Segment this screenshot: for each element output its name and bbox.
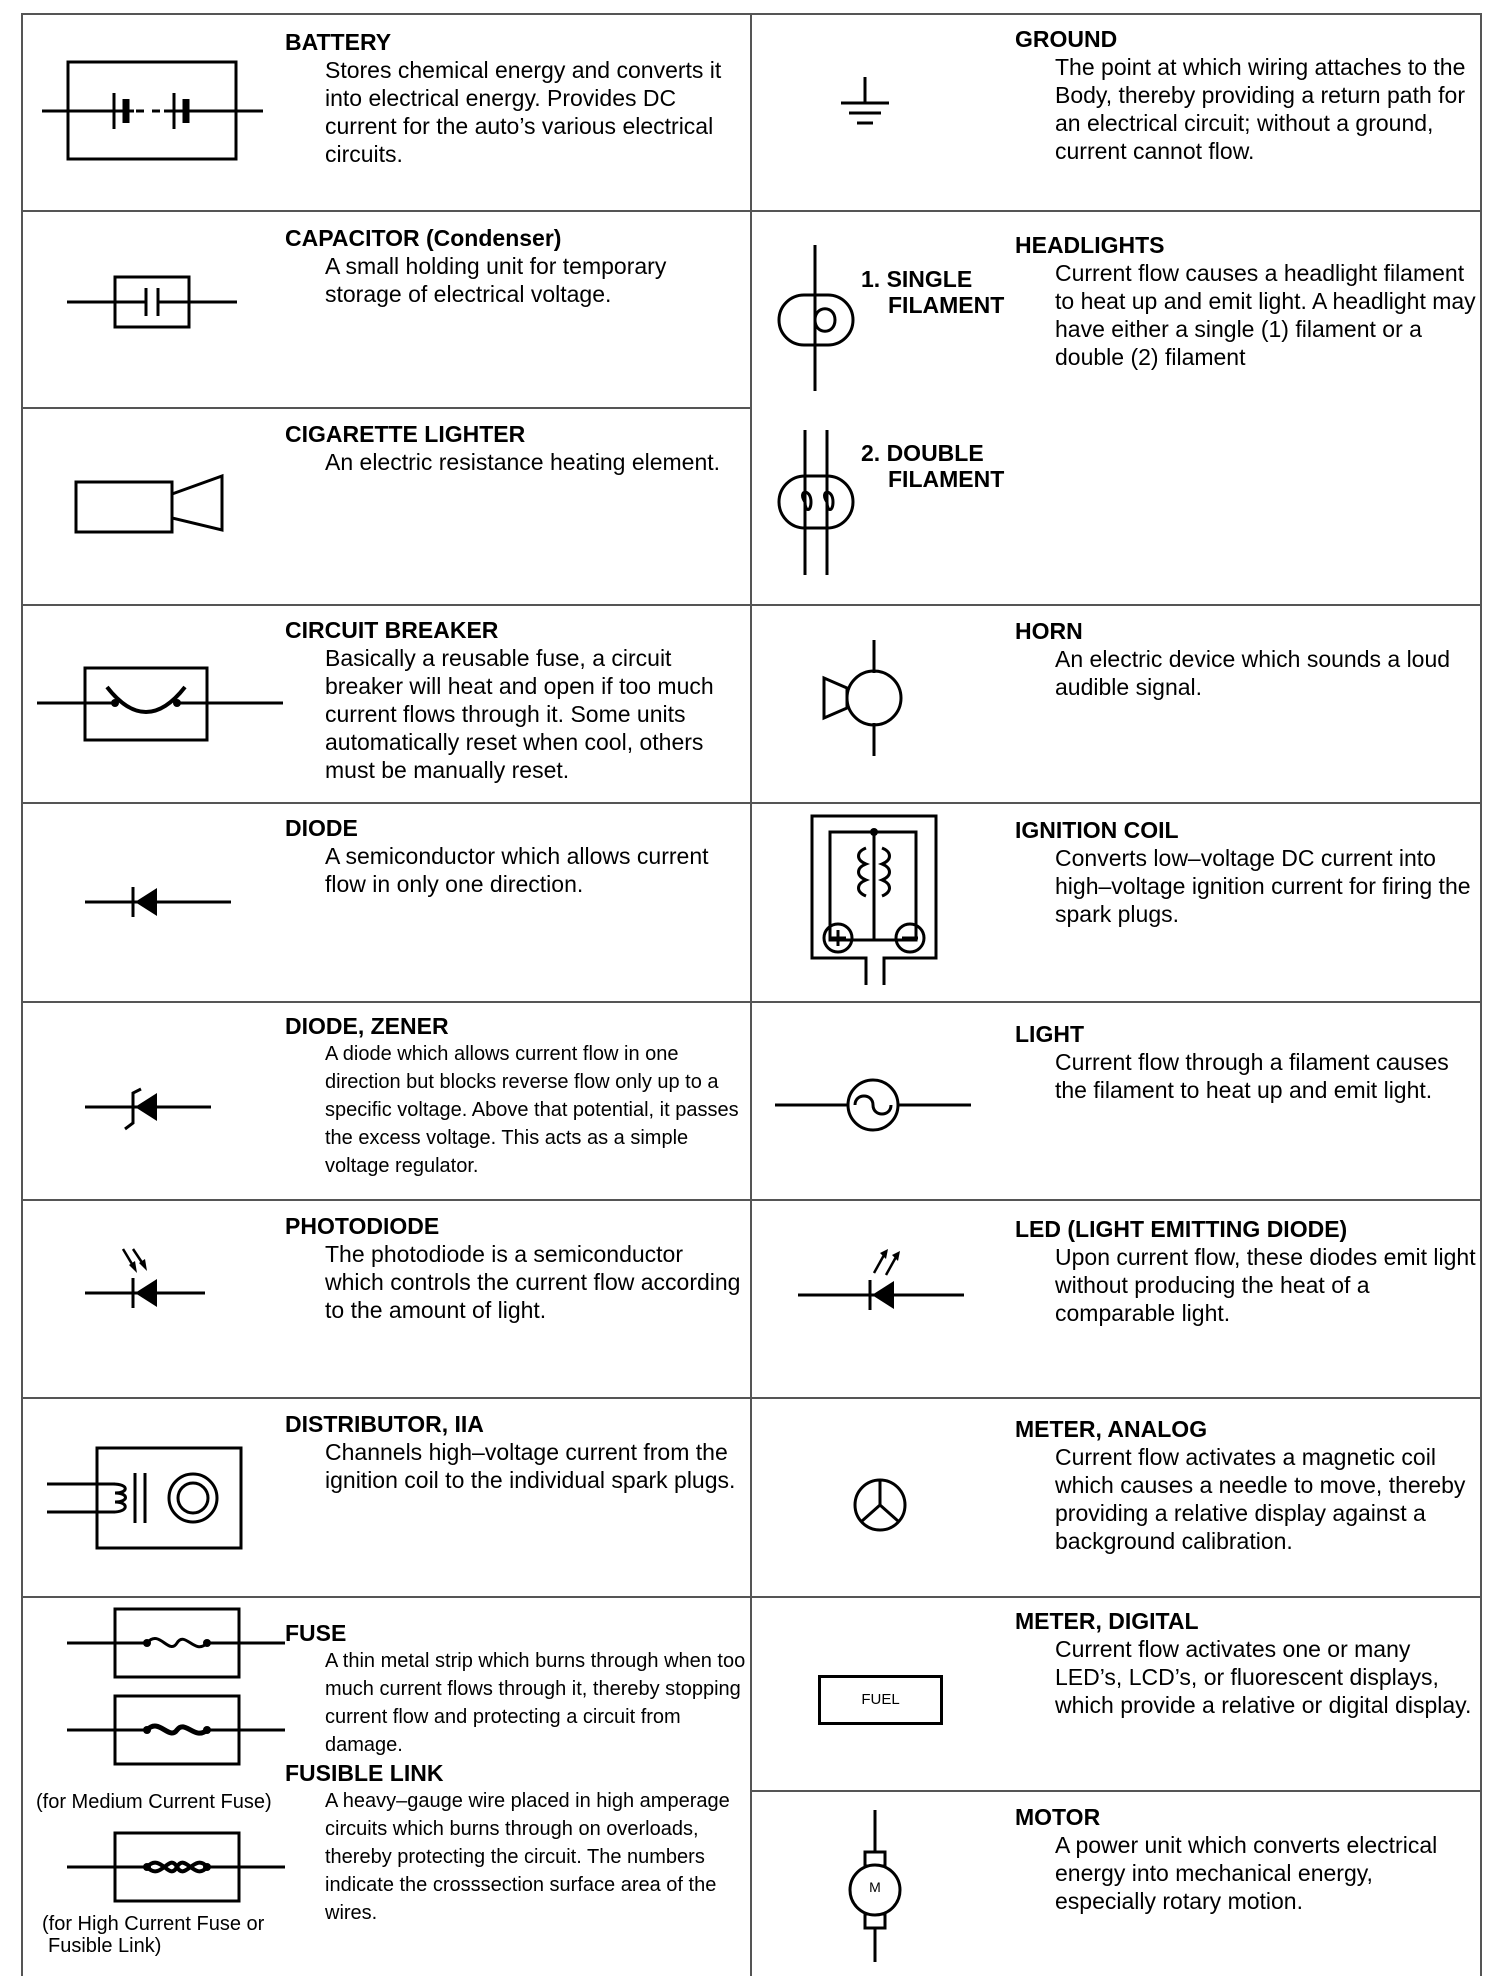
entry-title: CAPACITOR (Condenser) <box>285 225 562 251</box>
digital-meter-symbol-icon: FUEL <box>818 1675 943 1725</box>
row-divider <box>21 1199 751 1201</box>
entry-description: Current flow through a filament causes the filament to heat up and emit light. <box>1055 1049 1449 1103</box>
entry-description: An electric device which sounds a loud audible signal. <box>1055 646 1451 700</box>
led-symbol-icon <box>798 1245 968 1325</box>
row-divider <box>751 1199 1482 1201</box>
zener-diode-symbol-icon <box>85 1085 215 1135</box>
entry-title: FUSE <box>285 1620 347 1646</box>
zener-diode-entry <box>285 1012 747 1180</box>
entry-title: METER, ANALOG <box>1015 1416 1208 1442</box>
circuit-breaker-symbol-icon <box>35 665 285 745</box>
single-filament-label-line2: FILAMENT <box>888 292 1005 318</box>
distributor-symbol-icon <box>45 1445 245 1555</box>
analog-meter-entry <box>1015 1415 1477 1555</box>
entry-description: A thin metal strip which burns through when too much current flows through it, thereby stopping current flow and protecting a circuit from damage. <box>325 1650 746 1756</box>
photodiode-entry <box>285 1212 745 1324</box>
double-filament-label-line2: FILAMENT <box>888 466 1005 492</box>
row-divider <box>21 407 751 409</box>
entry-description: Stores chemical energy and converts it into electrical energy. Provides DC current for the auto’s various electrical circuits. <box>325 57 722 167</box>
entry-title: DISTRIBUTOR, IIA <box>285 1411 484 1437</box>
entry-title: HEADLIGHTS <box>1015 232 1165 258</box>
entry-description: A heavy–gauge wire placed in high amperage circuits which burns through on overloads, thereby protecting the circuit. The numbers indicate the crosssection surface area of the wires. <box>325 1790 730 1924</box>
led-entry <box>1015 1215 1477 1327</box>
row-divider <box>21 210 751 212</box>
light-symbol-icon <box>775 1075 975 1135</box>
digital-meter-entry <box>1015 1607 1477 1719</box>
photodiode-symbol-icon <box>85 1245 215 1325</box>
entry-title: DIODE <box>285 815 358 841</box>
entry-title: CIGARETTE LIGHTER <box>285 421 526 447</box>
ground-entry <box>1015 25 1477 165</box>
entry-title: IGNITION COIL <box>1015 817 1179 843</box>
ignition-coil-symbol-icon <box>808 810 943 990</box>
fuse-entry <box>285 1619 747 1759</box>
medium-fuse-caption: (for Medium Current Fuse) <box>36 1791 272 1813</box>
row-divider <box>21 604 751 606</box>
entry-description: Current flow causes a headlight filament to heat up and emit light. A headlight may have either a single (1) filament or a double (2) filament <box>1055 260 1476 370</box>
row-divider <box>751 210 1482 212</box>
row-divider <box>751 604 1482 606</box>
entry-description: Basically a reusable fuse, a circuit breaker will heat and open if too much current flows through it. Some units automatically reset when cool, others must be manually reset. <box>325 645 714 783</box>
row-divider <box>751 802 1482 804</box>
row-divider <box>751 1596 1482 1598</box>
entry-description: A small holding unit for temporary storage of electrical voltage. <box>325 253 667 307</box>
entry-title: LED (LIGHT EMITTING DIODE) <box>1015 1216 1348 1242</box>
entry-description: A semiconductor which allows current flow in only one direction. <box>325 843 709 897</box>
row-divider <box>751 1001 1482 1003</box>
distributor-entry <box>285 1410 745 1494</box>
ground-symbol-icon <box>835 75 895 135</box>
battery-symbol-icon <box>40 55 270 165</box>
analog-meter-symbol-icon <box>850 1475 910 1535</box>
entry-title: MOTOR <box>1015 1804 1101 1830</box>
entry-title: PHOTODIODE <box>285 1213 440 1239</box>
entry-title: GROUND <box>1015 26 1118 52</box>
row-divider <box>751 1397 1482 1399</box>
single-filament-label-line1: 1. SINGLE <box>861 266 973 292</box>
horn-symbol-icon <box>820 640 910 760</box>
entry-title: METER, DIGITAL <box>1015 1608 1199 1634</box>
entry-description: A power unit which converts electrical energy into mechanical energy, especially rotary motion. <box>1055 1832 1438 1914</box>
entry-description: Current flow activates a magnetic coil which causes a needle to move, thereby providing a relative display against a background calibration. <box>1055 1444 1466 1554</box>
motor-symbol-label: M <box>869 1879 881 1895</box>
entry-title: LIGHT <box>1015 1021 1084 1047</box>
high-fuse-caption-line2: Fusible Link) <box>48 1935 162 1957</box>
entry-title: FUSIBLE LINK <box>285 1760 444 1786</box>
entry-description: Converts low–voltage DC current into high–voltage ignition current for firing the spark plugs. <box>1055 845 1471 927</box>
capacitor-symbol-icon <box>65 272 245 332</box>
motor-entry <box>1015 1803 1477 1915</box>
entry-description: An electric resistance heating element. <box>325 449 721 475</box>
entry-description: The point at which wiring attaches to the Body, thereby providing a return path for an electrical circuit; without a ground, current cannot flow. <box>1055 54 1466 164</box>
row-divider <box>21 1596 751 1598</box>
double-filament-label-line1: 2. DOUBLE <box>861 440 984 466</box>
entry-description: Current flow activates one or many LED’s, LCD’s, or fluorescent displays, which provide a relative or digital display. <box>1055 1636 1472 1718</box>
horn-entry <box>1015 617 1477 701</box>
diode-entry <box>285 814 745 898</box>
entry-description: The photodiode is a semiconductor which controls the current flow according to the amount of light. <box>325 1241 741 1323</box>
entry-description: Channels high–voltage current from the ignition coil to the individual spark plugs. <box>325 1439 736 1493</box>
circuit-breaker-entry <box>285 616 747 784</box>
cigarette-lighter-entry <box>285 420 745 476</box>
entry-description: Upon current flow, these diodes emit light without producing the heat of a comparable light. <box>1055 1244 1476 1326</box>
diode-symbol-icon <box>85 880 235 924</box>
headlights-entry <box>1015 231 1477 371</box>
fuse-symbol-icon <box>65 1606 290 1681</box>
ignition-coil-entry <box>1015 816 1477 928</box>
light-entry <box>1015 1020 1477 1104</box>
battery-entry <box>285 28 745 168</box>
entry-title: HORN <box>1015 618 1083 644</box>
cigarette-lighter-symbol-icon <box>70 470 230 540</box>
row-divider <box>21 1397 751 1399</box>
row-divider <box>21 802 751 804</box>
fusible-link-symbol-icon <box>65 1830 290 1905</box>
entry-title: BATTERY <box>285 29 392 55</box>
row-divider <box>751 1790 1482 1792</box>
capacitor-entry <box>285 224 745 308</box>
high-fuse-caption-line1: (for High Current Fuse or <box>42 1913 265 1935</box>
row-divider <box>21 1001 751 1003</box>
headlight-double-filament-icon <box>775 430 865 580</box>
entry-title: DIODE, ZENER <box>285 1013 449 1039</box>
medium-fuse-symbol-icon <box>65 1693 290 1768</box>
headlight-single-filament-icon <box>775 245 865 395</box>
entry-description: A diode which allows current flow in one direction but blocks reverse flow only up to a specific voltage. Above that potential, it passes the excess voltage. This acts as a simple voltage regulator. <box>325 1043 739 1177</box>
column-divider <box>750 13 752 1976</box>
entry-title: CIRCUIT BREAKER <box>285 617 499 643</box>
fusible-link-entry <box>285 1759 747 1927</box>
